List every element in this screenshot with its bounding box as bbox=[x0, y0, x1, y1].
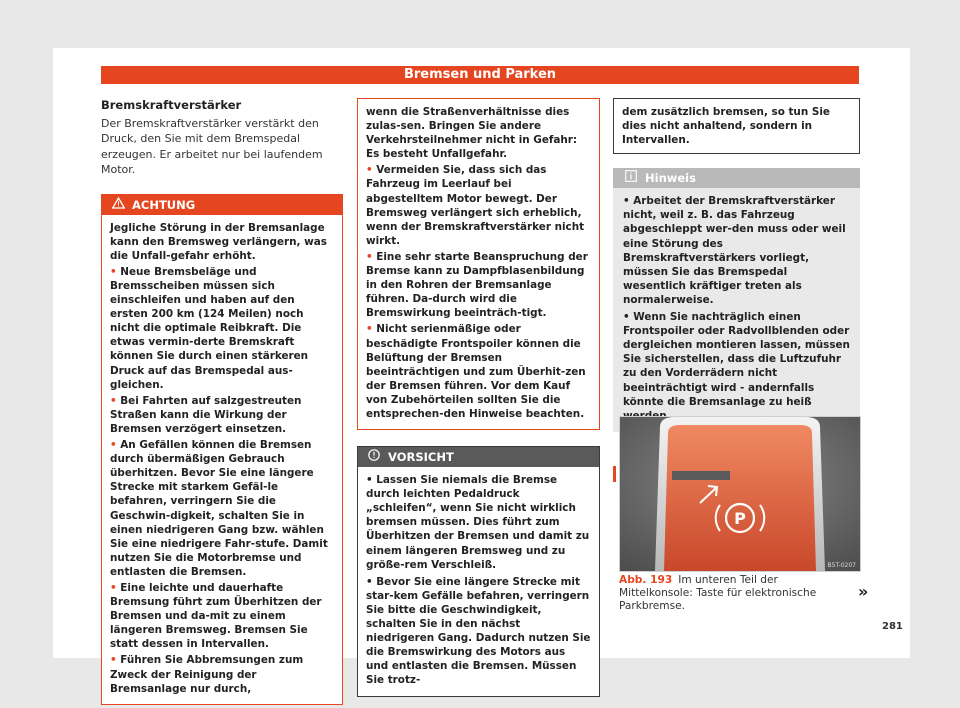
figure-label: Abb. 193 bbox=[619, 574, 673, 586]
warning-intro: Jegliche Störung in der Bremsanlage kann den Bremsweg verlängern, was die Unfall-gefahr erhöht. bbox=[110, 221, 327, 262]
info-icon bbox=[625, 168, 637, 188]
note-box bbox=[613, 168, 860, 432]
bullet-icon: • bbox=[110, 581, 121, 594]
column-1 bbox=[101, 98, 343, 705]
caution-circle-icon bbox=[368, 447, 380, 467]
caution-box-continued bbox=[613, 98, 860, 154]
note-label: Hinweis bbox=[645, 171, 696, 186]
list-item: • Wenn Sie nachträglich einen Frontspoiler oder Radvollblenden oder dergleichen montieren lassen, müssen Sie sicherstellen, dass die Luftzufuhr zu den Vorderrädern nicht beeinträchtigt wird - andernfalls könnte die Bremsanlage zu heiß bbox=[623, 311, 850, 408]
bullet-icon: • bbox=[110, 654, 121, 667]
caution-body-continued: dem zusätzlich bremsen, so tun Sie dies nicht anhaltend, sondern in Intervallen. bbox=[622, 106, 830, 147]
warning-body-continued bbox=[358, 99, 599, 429]
list-item: • Nicht serienmäßige oder beschädigte Frontspoiler können die Belüftung der Bremsen beeinträchtigen und zum Überhit-zen der Bremsen führen. Vor dem Kauf von Zubehörteilen sollten Sie die entsprechen-den Hinweise beachten. bbox=[366, 323, 586, 420]
bullet-icon: • bbox=[110, 265, 121, 278]
chapter-header: Bremsen und Parken bbox=[101, 66, 859, 84]
section-title-brake-booster: Bremskraftverstärker bbox=[101, 98, 242, 112]
bullet-icon: • bbox=[110, 439, 121, 452]
list-item: • Bevor Sie eine längere Strecke mit star-kem Gefälle befahren, verringern Sie bitte die Geschwindigkeit, schalten Sie in den nächst niedrigeren Gang. Dadurch nutzen Sie die Bremswirkung des Motors aus und entlasten die Bremsen. Müssen Sie trotz- bbox=[366, 575, 591, 687]
continue-icon: » bbox=[858, 582, 869, 601]
page-number: 281 bbox=[882, 621, 903, 632]
column-2 bbox=[357, 98, 600, 697]
bullet-icon: • bbox=[366, 575, 377, 588]
list-item: • Arbeitet der Bremskraftverstärker nicht, weil z. B. das Fahrzeug abgeschleppt wer-den muss oder weil eine Störung des Bremskraftverstärkers vorliegt, müssen Sie das Bremspedal wesentlich kräftiger treten als normalerweise. bbox=[623, 195, 846, 306]
figure-caption bbox=[619, 574, 855, 613]
warning-triangle-icon bbox=[112, 195, 125, 215]
caution-box bbox=[357, 446, 600, 697]
bullet-icon: • bbox=[366, 164, 377, 177]
figure-code: B5T-0207 bbox=[827, 562, 856, 569]
parking-brake-figure bbox=[619, 416, 861, 572]
list-item: • Bei Fahrten auf salzgestreuten Straßen kann die Wirkung der Bremsen verzögert einsetzen. bbox=[110, 394, 302, 435]
caution-label: VORSICHT bbox=[388, 450, 454, 465]
note-header bbox=[613, 168, 860, 188]
note-body bbox=[613, 188, 860, 432]
list-item: • An Gefällen können die Bremsen durch übermäßigen Gebrauch überhitzen. Bevor Sie eine längere Strecke mit starkem Gefäl-le befahren, verringern Sie die Geschwin-digkeit, schalten Sie in einen niedrigeren Gang bzw. wählen Sie eine niedrigere Fahr-stufe. Damit nutzen Sie die Motorbremse und entlasten die Bremsen. bbox=[110, 439, 328, 578]
list-item: • Führen Sie Abbremsungen zum Zweck der Reinigung der Bremsanlage nur durch, bbox=[110, 654, 304, 695]
parking-brake-button-illustration bbox=[620, 417, 860, 571]
bullet-icon: • bbox=[623, 311, 634, 324]
list-item: • Vermeiden Sie, dass sich das Fahrzeug im Leerlauf bei abgestelltem Motor bewegt. Der Bremsweg verlängert sich erheblich, wenn der Bremskraftverstärker nicht wirkt. bbox=[366, 164, 585, 247]
warning-box-continued bbox=[357, 98, 600, 430]
bullet-icon: • bbox=[110, 394, 121, 407]
svg-text:P: P bbox=[734, 509, 746, 528]
caution-body bbox=[358, 467, 599, 696]
bullet-icon: • bbox=[366, 474, 377, 487]
caption-text: Im unteren Teil der Mittelkonsole: Taste für elektronische Parkbremse. bbox=[619, 574, 817, 612]
list-item: • Neue Bremsbeläge und Bremsscheiben müssen sich einschleifen und haben auf den ersten 200 km (124 Meilen) noch nicht die optimale Reibkraft. Die etwas vermin-derte Bremskraft können Sie durch einen stärkeren Druck auf das Bremspedal aus-gleichen. bbox=[110, 265, 309, 391]
bullet-icon: • bbox=[366, 323, 377, 336]
list-item: • Lassen Sie niemals die Bremse durch leichten Pedaldruck „schleifen“, wenn Sie nicht wirklich bremsen müssen. Dies führt zum Überhitzen der Bremsen und damit zu einem längeren Bremsweg und zu größe-rem Verschleiß. bbox=[366, 474, 590, 571]
warning-body bbox=[102, 215, 342, 704]
warning-continued-text: wenn die Straßenverhältnisse dies zulas-sen. Bringen Sie andere Verkehrsteilnehmer nicht in Gefahr: Es besteht Unfallgefahr. bbox=[366, 106, 578, 161]
bullet-icon: • bbox=[366, 250, 377, 263]
intro-paragraph: Der Bremskraftverstärker verstärkt den Druck, den Sie mit dem Bremspedal erzeugen. Er arbeitet nur bei laufendem Motor. bbox=[101, 117, 323, 177]
bullet-icon: • bbox=[623, 195, 634, 208]
list-item: • Eine sehr starte Beanspruchung der Bremse kann zu Dampfblasenbildung in den Rohren der Bremsanlage führen. Da-durch wird die Bremswirkung beeinträch-tigt. bbox=[366, 250, 588, 320]
caution-header bbox=[358, 447, 599, 467]
list-item: • Eine leichte und dauerhafte Bremsung führt zum Überhitzen der Bremsen und da-mit zu einem längeren Bremsweg. Bremsen Sie statt dessen in Intervallen. bbox=[110, 581, 322, 651]
warning-label: ACHTUNG bbox=[132, 197, 196, 212]
warning-box bbox=[101, 194, 343, 705]
warning-header bbox=[102, 195, 342, 215]
